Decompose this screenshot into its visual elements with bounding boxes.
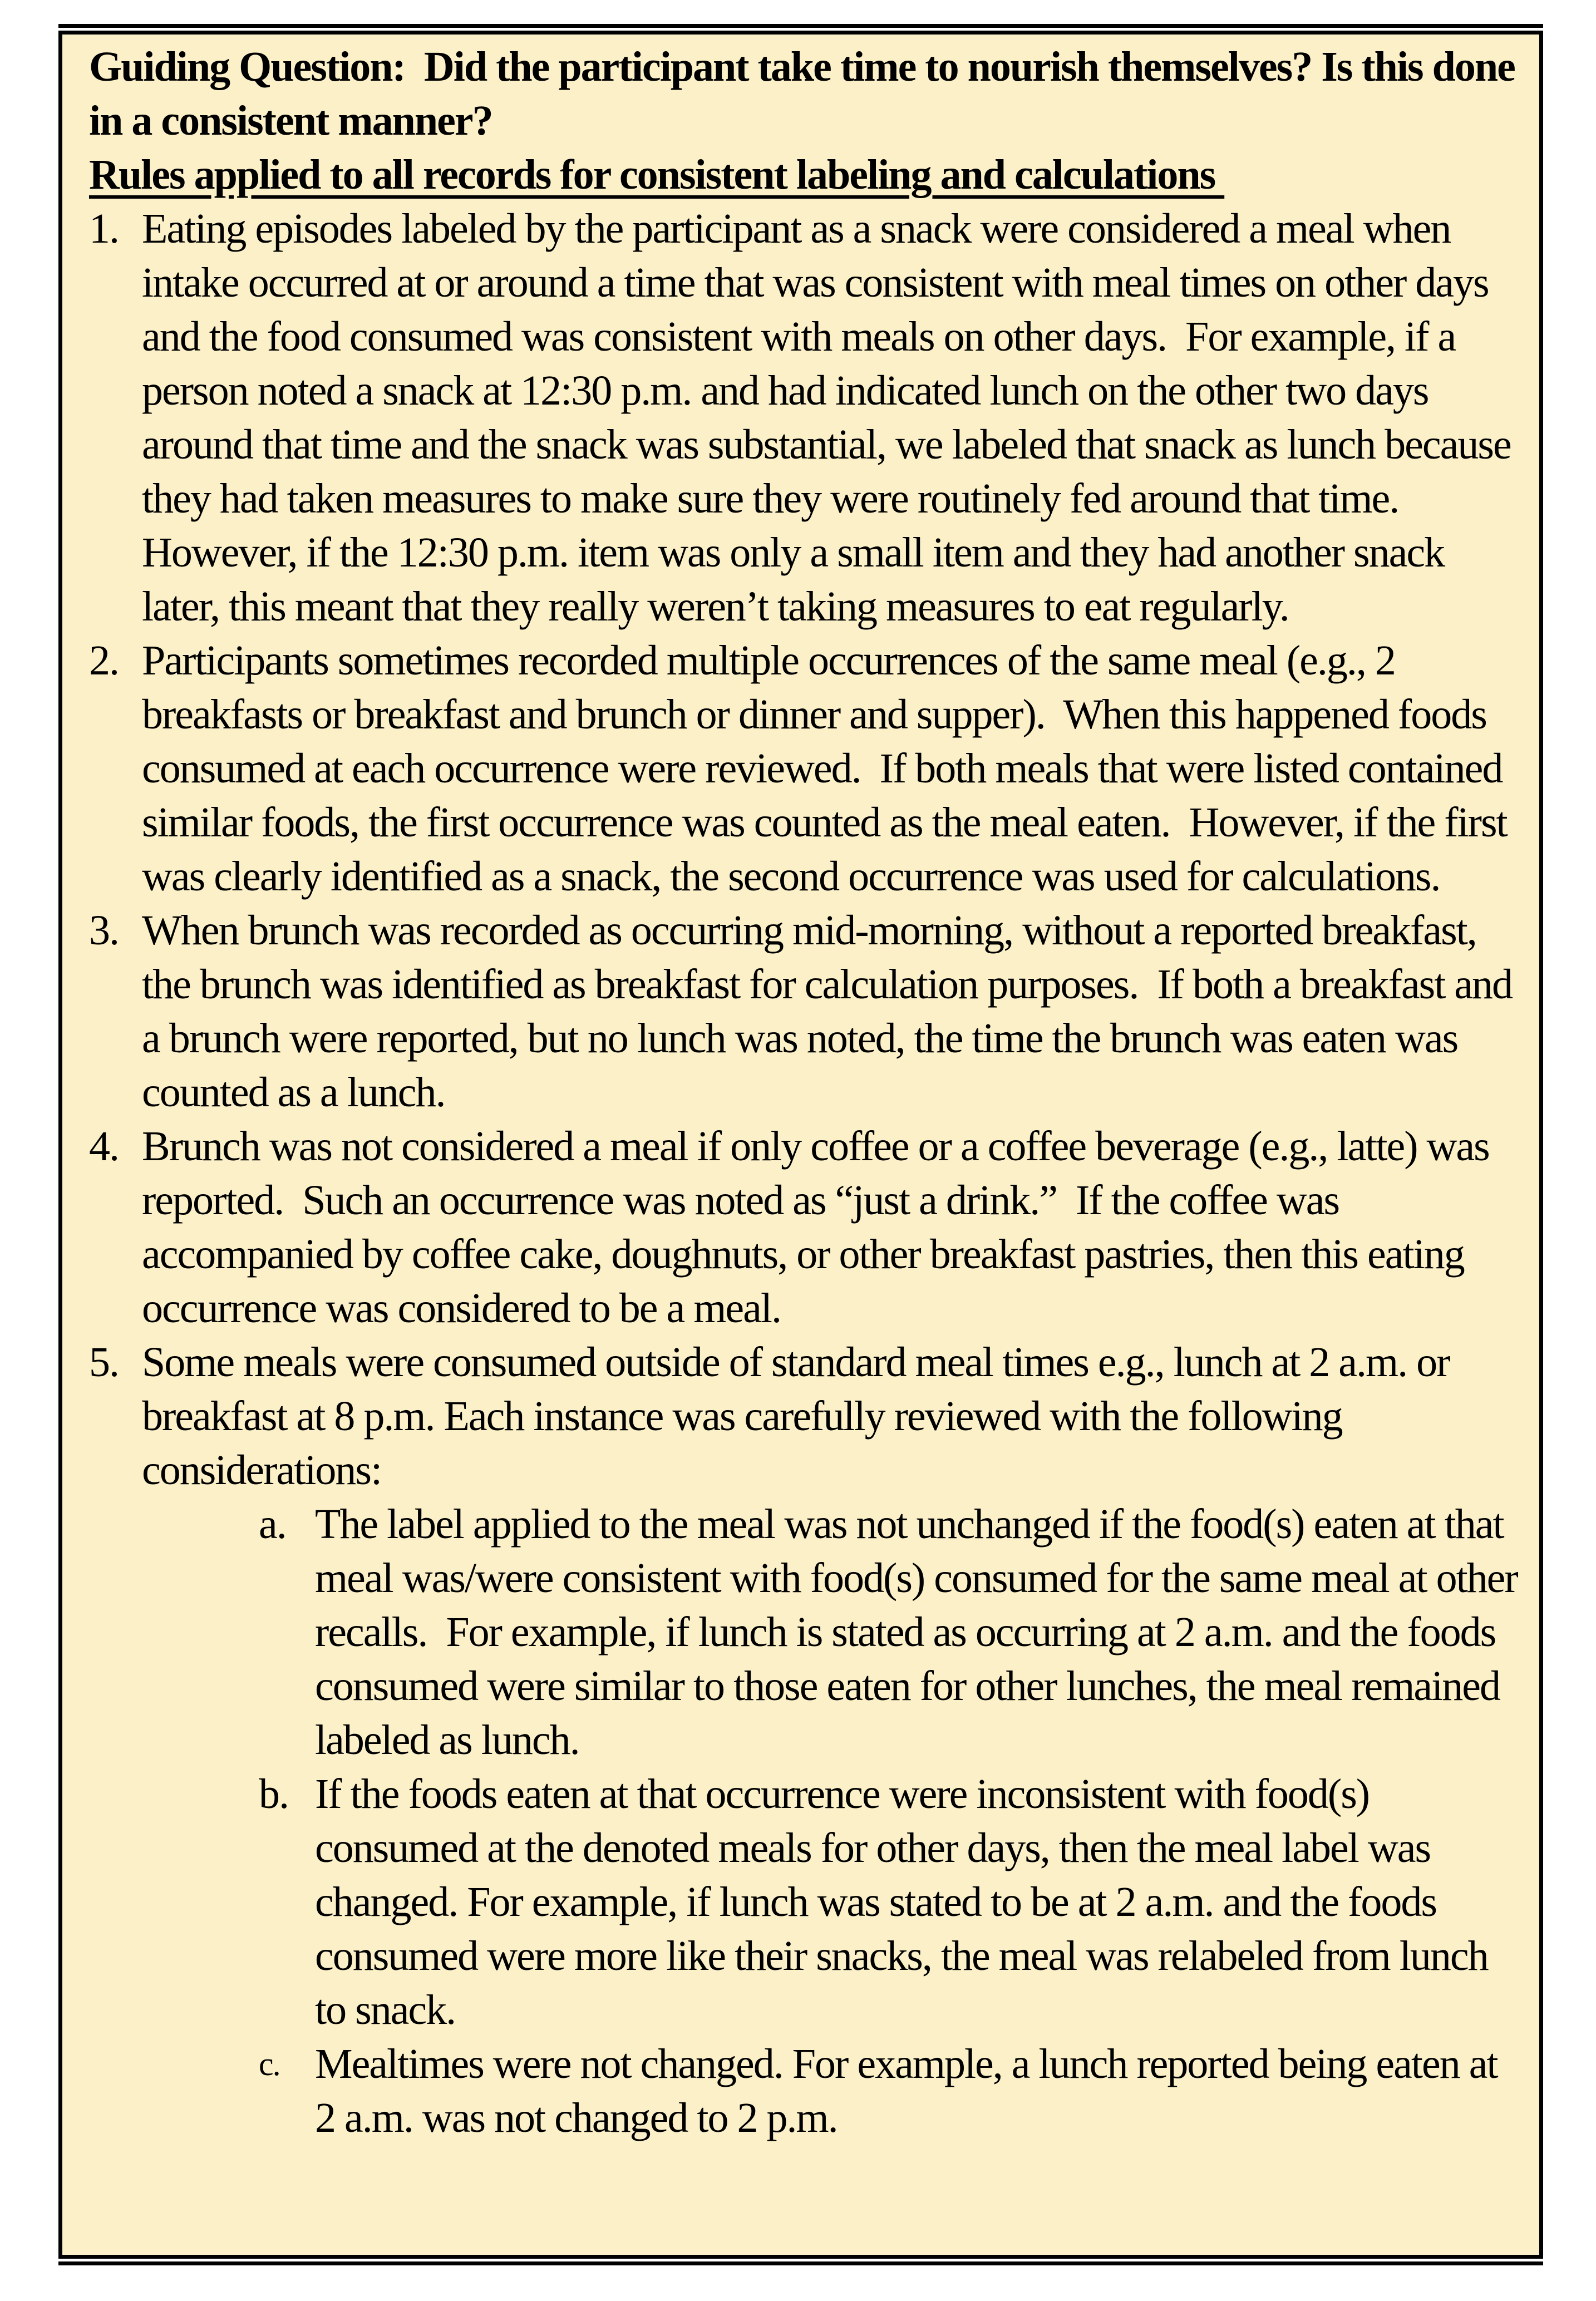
rule-text: Eating episodes labeled by the participant as a snack were considered a meal when intake occurred at or around a time that was consistent with meal times on other days and the food consumed was consistent with meals on other days. For example, if a person noted a snack at 12:30 p.m. and had indicated lunch on the other two days around that time and the snack was substantial, we labeled that snack as lunch because they had taken measures to make sure they were routinely fed around that time. However, if the 12:30 p.m. item was only a small item and they had another snack later, this meant that they really weren’t taking measures to eat regularly. xyxy=(142,205,1520,630)
rule-number: 3. xyxy=(89,907,119,954)
rule-number: 4. xyxy=(89,1123,119,1170)
document-box xyxy=(58,31,1543,2259)
subrule-text: Mealtimes were not changed. For example, a lunch reported being eaten at 2 a.m. was not changed to 2 p.m. xyxy=(315,2041,1507,2141)
document-content xyxy=(62,35,1539,2255)
rule-text: Brunch was not considered a meal if only coffee or a coffee beverage (e.g., latte) was reported. Such an occurrence was noted as “just a drink.” If the coffee was accompanied by coffee cake, doughnuts, or other breakfast pastries, then this eating occurrence was considered to be a meal. xyxy=(142,1123,1499,1332)
rule-text: Some meals were consumed outside of standard meal times e.g., lunch at 2 a.m. or breakfast at 8 p.m. Each instance was carefully reviewed with the following considerations: xyxy=(142,1339,1469,1494)
subrule-item-a xyxy=(259,1497,1525,1767)
rule-number: 1. xyxy=(89,205,119,252)
guiding-question-text: Guiding Question: Did the participant take time to nourish themselves? Is this done in a consistent manner? xyxy=(89,43,1524,144)
rule-text: When brunch was recorded as occurring mid-morning, without a reported breakfast, the brunch was identified as breakfast for calculation purposes. If both a breakfast and a brunch were reported, but no lunch was noted, the time the brunch was eaten was counted as a lunch. xyxy=(142,907,1522,1116)
rule-text: Participants sometimes recorded multiple occurrences of the same meal (e.g., 2 breakfasts or breakfast and brunch or dinner and supper). When this happened foods consumed at each occurrence were reviewed. If both meals that were listed contained similar foods, the first occurrence was counted as the meal eaten. However, if the first was clearly identified as a snack, the second occurrence was used for calculations. xyxy=(142,637,1516,900)
subrule-letter: b. xyxy=(259,1771,288,1817)
subrule-item-b xyxy=(259,1767,1525,2037)
rule-item-4 xyxy=(89,1120,1525,1336)
subrule-letter: c. xyxy=(259,2046,280,2082)
guiding-question-title xyxy=(89,40,1525,148)
rule-item-1 xyxy=(89,202,1525,634)
subrule-text: The label applied to the meal was not unchanged if the food(s) eaten at that meal was/were consistent with food(s) consumed for the same meal at other recalls. For example, if lunch is stated as occurring at 2 a.m. and the foods consumed were similar to those eaten for other lunches, the meal remained labeled as lunch. xyxy=(315,1501,1527,1763)
subrule-letter: a. xyxy=(259,1501,286,1548)
rule-item-5 xyxy=(89,1336,1525,1497)
rules-heading xyxy=(89,148,1525,202)
subrule-text: If the foods eaten at that occurrence were inconsistent with food(s) consumed at the denoted meals for other days, then the meal label was changed. For example, if lunch was stated to be at 2 a.m. and the foods consumed were more like their snacks, the meal was relabeled from lunch to snack. xyxy=(315,1771,1498,2033)
rules-heading-text: Rules applied to all records for consistent labeling and calculations xyxy=(89,151,1225,198)
document-frame xyxy=(58,24,1543,2265)
rule-item-2 xyxy=(89,634,1525,904)
rule-number: 2. xyxy=(89,637,119,684)
rule-item-3 xyxy=(89,904,1525,1120)
subrule-item-c xyxy=(259,2037,1525,2145)
rule-number: 5. xyxy=(89,1339,119,1386)
